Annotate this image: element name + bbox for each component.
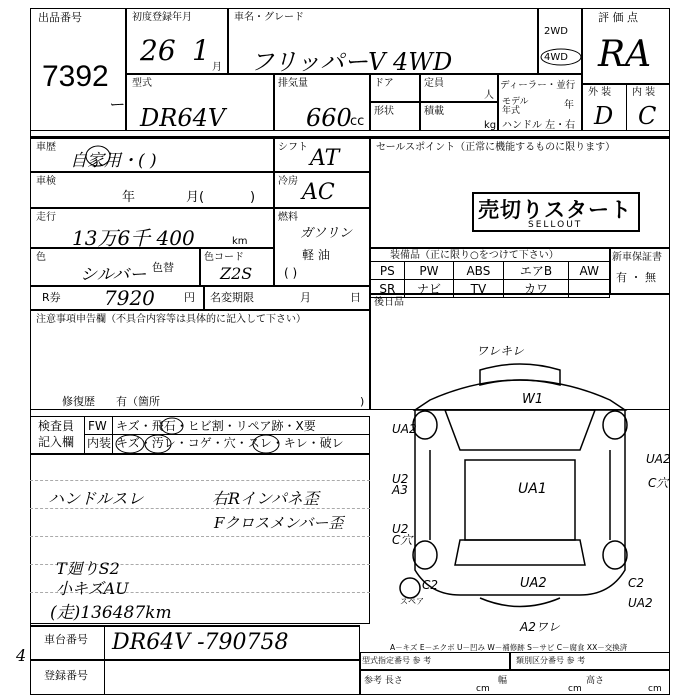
- sales-point-label: セールスポイント（正常に機能するものに限ります）: [376, 142, 616, 153]
- aircon-value: AC: [302, 180, 335, 205]
- note-6: (走)136487km: [50, 603, 172, 623]
- equip-sr: SR: [371, 280, 405, 298]
- note-4: T廻りS2: [56, 559, 120, 578]
- dealer-label: ディーラー・並行: [500, 80, 576, 91]
- reg-year-label: 初度登録年月: [132, 12, 192, 23]
- equipment-label: 装備品（正に限り○をつけて下さい）: [390, 250, 559, 261]
- chassis-label: 車台番号: [44, 633, 88, 646]
- sellout-stamp-sub: SELLOUT: [528, 220, 583, 230]
- exterior-value: D: [594, 102, 614, 130]
- note-5: 小キズAU: [56, 579, 129, 598]
- exterior-label: 外 装: [588, 87, 612, 98]
- inspection-year-unit: 年: [122, 190, 136, 205]
- displacement-unit: cc: [350, 114, 365, 129]
- interior-label: 内 装: [632, 87, 656, 98]
- inspector-divider: [84, 416, 85, 454]
- history-label: 車歴: [36, 142, 56, 153]
- diag-label-u2a3: U2 A3: [392, 472, 409, 497]
- door-label: ドア: [374, 78, 394, 89]
- recycle-value: 7920: [104, 286, 155, 310]
- shift-label: シフト: [278, 142, 308, 153]
- notes-label: 注意事項申告欄（不具合内容等は具体的に記入して下さい）: [36, 314, 306, 325]
- interior-value: C: [638, 102, 657, 130]
- reg-month-value: 1: [192, 34, 210, 67]
- equip-aw: AW: [569, 262, 610, 280]
- lot-number: 7392: [42, 60, 109, 93]
- shape-label: 形状: [374, 106, 394, 117]
- inspector-interior-label: 内装: [87, 436, 112, 450]
- length-unit: cm: [476, 684, 490, 694]
- rating-label: 評 価 点: [598, 11, 638, 24]
- inspector-fw-label: FW: [88, 419, 107, 433]
- inspector-label-2: 記入欄: [38, 435, 75, 449]
- equip-navi: ナビ: [404, 280, 454, 298]
- equip-pw: PW: [404, 262, 454, 280]
- equip-leather: カワ: [503, 280, 569, 298]
- fix-label: 型式指定番号 参 考: [362, 656, 432, 665]
- equip-tv: TV: [454, 280, 503, 298]
- mileage-value: 13万6千 400: [72, 226, 195, 250]
- diag-label-c2-right: C2: [628, 576, 645, 590]
- diag-label-ua1: UA1: [518, 481, 547, 497]
- diag-label-w1: W1: [522, 392, 544, 407]
- fuel-paren: ( ): [284, 266, 298, 280]
- lot-label: 出品番号: [38, 11, 82, 24]
- width-unit: cm: [568, 684, 582, 694]
- model-year-unit: 年: [564, 100, 574, 111]
- sellout-stamp-main: 売切りスタート: [478, 198, 632, 222]
- mileage-label: 走行: [36, 212, 56, 223]
- width-label: 幅: [498, 676, 508, 686]
- registration-label: 登録番号: [44, 669, 88, 682]
- chassis-value: DR64V -790758: [112, 630, 289, 655]
- mileage-unit: km: [232, 236, 248, 247]
- repair-value: 有（箇所: [116, 395, 160, 408]
- model-year-label: モデル 年式: [502, 97, 529, 116]
- drive-2wd: 2WD: [544, 26, 568, 37]
- class-label: 類別区分番号 参 考: [516, 656, 586, 665]
- deadline-day-unit: 日: [350, 291, 361, 304]
- car-name-value: フリッパーV 4WD: [250, 48, 453, 76]
- inspection-month-unit: 月(: [186, 190, 205, 205]
- size-cell: [360, 670, 670, 695]
- diag-label-spare: スペア: [400, 597, 424, 606]
- capacity-unit: 人: [484, 90, 494, 101]
- diag-label-a2ware: A2ワレ: [520, 620, 560, 634]
- color-label: 色: [36, 252, 46, 263]
- color-code-label: 色コード: [204, 252, 244, 263]
- diag-label-warekire: ワレキレ: [476, 344, 524, 358]
- color-change-label: 色替: [152, 261, 174, 274]
- fuel-diesel: 軽 油: [302, 248, 330, 262]
- model-value: DR64V: [140, 104, 226, 132]
- fuel-label: 燃料: [278, 212, 298, 223]
- model-label: 型式: [132, 78, 152, 89]
- aftermarket-label: 後日品: [374, 297, 404, 308]
- recycle-label: R券: [42, 291, 61, 304]
- ruled-line-3: [30, 536, 370, 537]
- diag-label-ua2-left: UA2: [392, 422, 417, 436]
- deadline-label: 名変期限: [210, 291, 254, 304]
- displacement-value: 660: [306, 104, 352, 132]
- car-name-label: 車名・グレード: [234, 12, 304, 23]
- warranty-value: 有 ・ 無: [616, 271, 656, 284]
- height-label: 高さ: [586, 676, 605, 686]
- displacement-label: 排気量: [278, 78, 308, 89]
- margin-number: 4: [16, 646, 27, 665]
- equipment-table: [370, 261, 610, 298]
- inspection-cell: [30, 172, 274, 208]
- color-value: シルバー: [80, 265, 147, 285]
- diag-label-ua2-br: UA2: [628, 596, 653, 610]
- repair-close: ): [360, 395, 365, 408]
- ext-int-divider: [626, 84, 627, 131]
- note-2: 右Rインパネ歪: [212, 489, 319, 508]
- shift-value: AT: [310, 146, 340, 171]
- inspector-label-1: 検査員: [38, 419, 75, 433]
- note-1: ハンドルスレ: [48, 489, 144, 508]
- fuel-gasoline: ガソリン: [300, 226, 353, 241]
- load-label: 積載: [424, 106, 444, 117]
- history-value: 自家用・( ): [70, 151, 157, 171]
- length-label: 参考 長さ: [364, 676, 403, 686]
- deadline-month-unit: 月: [300, 291, 311, 304]
- equip-airbag: エアB: [503, 262, 569, 280]
- inspection-label: 車検: [36, 176, 56, 187]
- color-code-value: Z2S: [220, 264, 253, 283]
- drive-4wd: 4WD: [544, 52, 568, 63]
- height-unit: cm: [648, 684, 662, 694]
- warranty-label: 新車保証書: [612, 252, 662, 263]
- diag-label-ua2-right: UA2: [646, 452, 671, 466]
- ruled-line-1: [30, 480, 370, 481]
- rating-value: RA: [598, 34, 652, 75]
- aircon-label: 冷房: [278, 176, 298, 187]
- inspector-circles: [110, 416, 370, 456]
- drive-4wd-circle: [538, 46, 584, 68]
- equip-abs: ABS: [454, 262, 503, 280]
- diagram-legend: A－キズ E－エクボ U－凹み W－補修跡 S－サビ C－腐食 XX－交換済: [390, 643, 628, 652]
- history-circle: [84, 144, 112, 168]
- diag-label-ua2-bottom: UA2: [520, 576, 547, 591]
- handle-label: ハンドル 左・右: [502, 120, 576, 131]
- load-unit: kg: [484, 120, 497, 131]
- reg-month-unit: 月: [212, 62, 222, 73]
- repair-label: 修復歴: [62, 395, 95, 408]
- inspection-day-unit: ): [250, 190, 256, 205]
- recycle-unit: 円: [184, 291, 195, 304]
- diag-label-c2-left: C2: [422, 578, 439, 592]
- capacity-label: 定員: [424, 78, 444, 89]
- inspector-interior-items: キズ・汚レ・コゲ・穴・スレ・キレ・破レ: [116, 436, 344, 450]
- reg-year-value: 26: [140, 34, 176, 67]
- equip-ps: PS: [371, 262, 405, 280]
- note-3: Fクロスメンバー歪: [214, 514, 344, 532]
- inspector-fw-items: キズ・飛石・ヒビ割・リペア跡・X要: [116, 419, 316, 433]
- diag-label-c-hole: C穴: [648, 476, 669, 490]
- lot-dash: ー: [108, 95, 125, 114]
- diag-label-u2c: U2 C穴: [392, 522, 413, 547]
